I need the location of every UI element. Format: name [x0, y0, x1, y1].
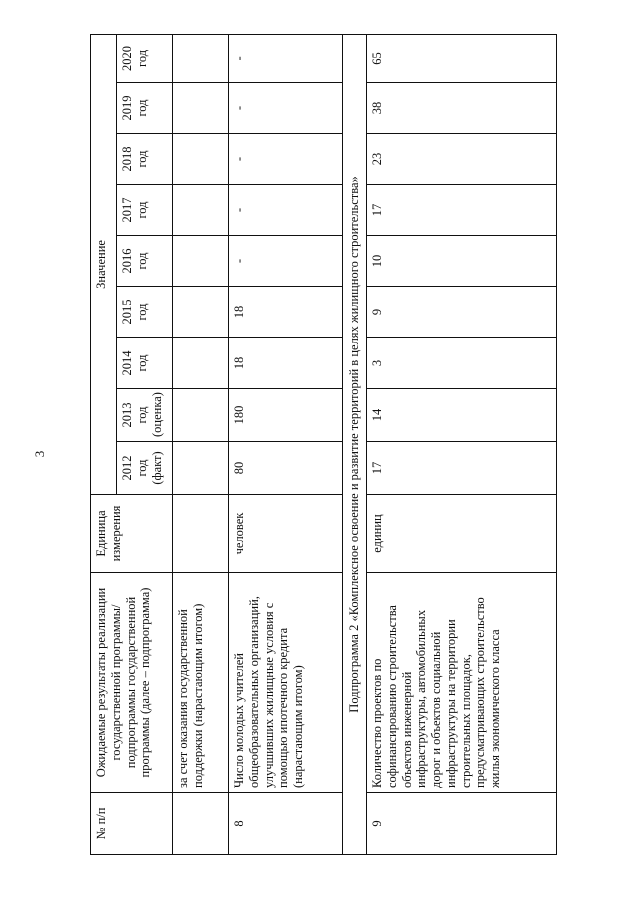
table-row-8 [229, 34, 343, 854]
indicators-table [90, 34, 557, 855]
year-2019: 2019 год [117, 83, 173, 134]
cell-result: за счет оказания государственной поддержки (нарастающим итогом) [173, 573, 229, 793]
cell-value [173, 34, 229, 82]
cell-num: 9 [367, 793, 557, 855]
cell-value: - [229, 185, 343, 236]
cell-value [173, 389, 229, 442]
cell-value: 3 [367, 338, 557, 389]
year-2014: 2014 год [117, 338, 173, 389]
cell-value: 17 [367, 442, 557, 495]
cell-value [173, 338, 229, 389]
table-row-9 [367, 34, 557, 854]
cell-value: 17 [367, 185, 557, 236]
cell-value: 9 [367, 287, 557, 338]
cell-result: Количество проектов по софинансированию строительства объектов инженерной инфраструктуры, автомобильных дорог и объектов социальной инфраструктуры на территории строительных площадок, предусматривающих строительство жилья экономического класса [367, 573, 557, 793]
page-number: 3 [32, 450, 47, 458]
subprogram-row [343, 34, 367, 854]
year-2013: 2013 год (оценка) [117, 389, 173, 442]
cell-num: 8 [229, 793, 343, 855]
cell-value: 65 [367, 34, 557, 82]
header-unit: Единица измерения [91, 495, 173, 573]
cell-value [173, 134, 229, 185]
cell-value [173, 287, 229, 338]
cell-value [173, 83, 229, 134]
cell-value: 80 [229, 442, 343, 495]
cell-unit: человек [229, 495, 343, 573]
cell-value: 18 [229, 287, 343, 338]
cell-value [173, 185, 229, 236]
year-2020: 2020 год [117, 34, 173, 82]
cell-value: - [229, 134, 343, 185]
header-row-top [91, 34, 117, 854]
cell-value: 18 [229, 338, 343, 389]
year-2018: 2018 год [117, 134, 173, 185]
cell-unit: единиц [367, 495, 557, 573]
cell-value: 38 [367, 83, 557, 134]
header-value: Значение [91, 34, 117, 494]
table-row-continuation [173, 34, 229, 854]
cell-value [173, 236, 229, 287]
header-num: № п/п [91, 793, 173, 855]
cell-value: 10 [367, 236, 557, 287]
year-2015: 2015 год [117, 287, 173, 338]
cell-result: Число молодых учителей общеобразовательных организаций, улучшивших жилищные условия с помощью ипотечного кредита (нарастающим итогом) [229, 573, 343, 793]
cell-value: - [229, 236, 343, 287]
cell-unit [173, 495, 229, 573]
year-2017: 2017 год [117, 185, 173, 236]
year-2016: 2016 год [117, 236, 173, 287]
cell-value: - [229, 83, 343, 134]
cell-value: 14 [367, 389, 557, 442]
cell-value: - [229, 34, 343, 82]
cell-num [173, 793, 229, 855]
cell-value: 23 [367, 134, 557, 185]
cell-value: 180 [229, 389, 343, 442]
header-result: Ожидаемые результаты реализации государственной программы/подпрограммы государственной программы (далее – подпрограмма) [91, 573, 173, 793]
year-2012: 2012 год (факт) [117, 442, 173, 495]
cell-value [173, 442, 229, 495]
subprogram-title: Подпрограмма 2 «Комплексное освоение и развитие территорий в целях жилищного строительства» [343, 34, 367, 854]
